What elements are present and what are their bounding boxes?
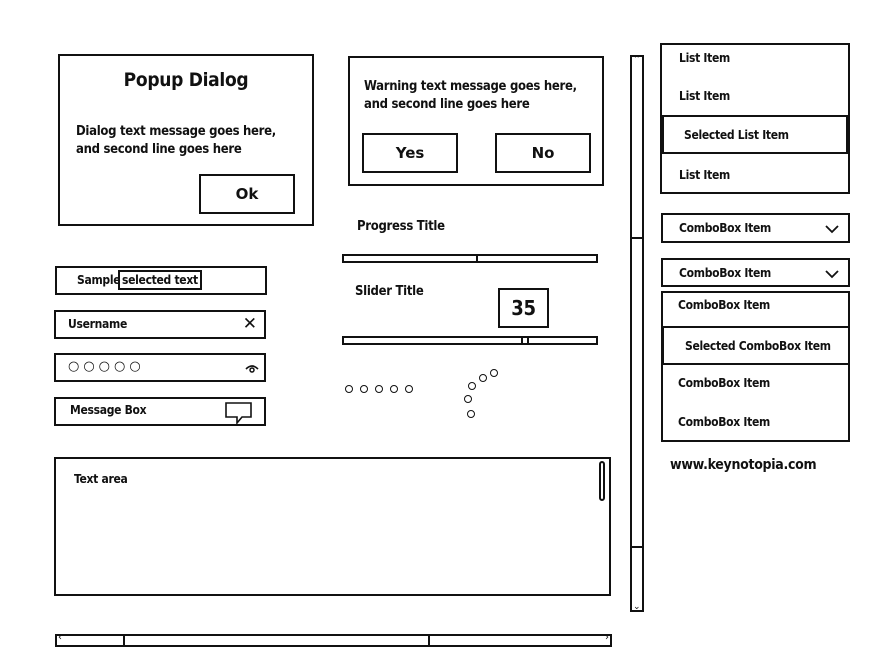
text-area-scrollbar[interactable] (599, 461, 605, 501)
warning-message-line1: Warning text message goes here, (364, 79, 577, 94)
combobox-2[interactable] (661, 258, 850, 287)
popup-title: Popup Dialog (123, 69, 249, 91)
clear-icon[interactable]: ✕ (242, 314, 257, 334)
list-item[interactable]: List Item (679, 50, 730, 65)
slider-title: Slider Title (355, 284, 424, 299)
username-field[interactable] (54, 310, 266, 339)
scroll-down-arrow-icon[interactable]: ⌄ (633, 602, 641, 612)
vertical-scroll-thumb[interactable] (630, 237, 644, 548)
chevron-down-icon[interactable] (825, 224, 839, 234)
spinner-dot (464, 395, 472, 403)
horizontal-scroll-thumb[interactable] (123, 634, 430, 647)
text-area-placeholder: Text area (74, 472, 128, 486)
username-placeholder: Username (68, 317, 127, 331)
text-selection: selected text (118, 270, 202, 290)
page-indicator (345, 385, 420, 393)
warning-message-line2: and second line goes here (364, 97, 530, 112)
password-field[interactable] (54, 353, 266, 382)
combobox-2-value: ComboBox Item (679, 265, 771, 280)
progress-title: Progress Title (357, 219, 445, 234)
spinner-dot (479, 374, 487, 382)
chevron-down-icon[interactable] (825, 269, 839, 279)
page-dot[interactable] (375, 385, 383, 393)
slider-value: 35 (511, 296, 536, 320)
message-box-label: Message Box (70, 403, 147, 417)
scroll-left-arrow-icon[interactable]: ‹ (58, 632, 62, 643)
page-dot[interactable] (390, 385, 398, 393)
combobox-option[interactable]: ComboBox Item (678, 415, 770, 429)
combobox-1[interactable] (661, 213, 850, 243)
list-item[interactable]: List Item (679, 167, 730, 182)
spinner-dot (490, 369, 498, 377)
list-item[interactable]: List Item (679, 88, 730, 103)
popup-message-line1: Dialog text message goes here, (76, 124, 276, 139)
vertical-scrollbar[interactable] (630, 55, 644, 612)
loading-spinner (460, 367, 500, 423)
scroll-up-arrow-icon[interactable]: ⌃ (633, 55, 641, 65)
branding-url[interactable]: www.keynotopia.com (670, 457, 817, 473)
password-mask: ○○○○○ (68, 359, 145, 374)
progress-bar (342, 254, 598, 263)
list-item-selected[interactable]: Selected List Item (662, 115, 848, 154)
slider-value-box (498, 288, 549, 328)
ok-button[interactable]: Ok (199, 174, 295, 214)
popup-message-line2: and second line goes here (76, 142, 242, 157)
slider-track[interactable] (342, 336, 598, 345)
spinner-dot (467, 410, 475, 418)
page-dot[interactable] (405, 385, 413, 393)
combobox-option-selected[interactable]: Selected ComboBox Item (662, 326, 850, 365)
slider-handle[interactable] (521, 337, 529, 344)
selected-text-field[interactable] (55, 266, 267, 295)
combobox-option[interactable]: ComboBox Item (678, 376, 770, 390)
progress-fill (344, 256, 478, 261)
page-dot[interactable] (360, 385, 368, 393)
spinner-dot (468, 382, 476, 390)
show-password-icon[interactable] (245, 363, 259, 375)
yes-button[interactable]: Yes (362, 133, 458, 173)
speech-bubble-icon[interactable] (225, 402, 253, 424)
horizontal-scrollbar[interactable] (55, 634, 612, 647)
message-box[interactable] (54, 397, 266, 426)
no-button[interactable]: No (495, 133, 591, 173)
text-prefix: Sample (77, 273, 121, 287)
combobox-option[interactable]: ComboBox Item (678, 298, 770, 312)
scroll-right-arrow-icon[interactable]: › (605, 632, 609, 643)
text-area[interactable] (54, 457, 611, 596)
page-dot[interactable] (345, 385, 353, 393)
combobox-1-value: ComboBox Item (679, 221, 771, 235)
